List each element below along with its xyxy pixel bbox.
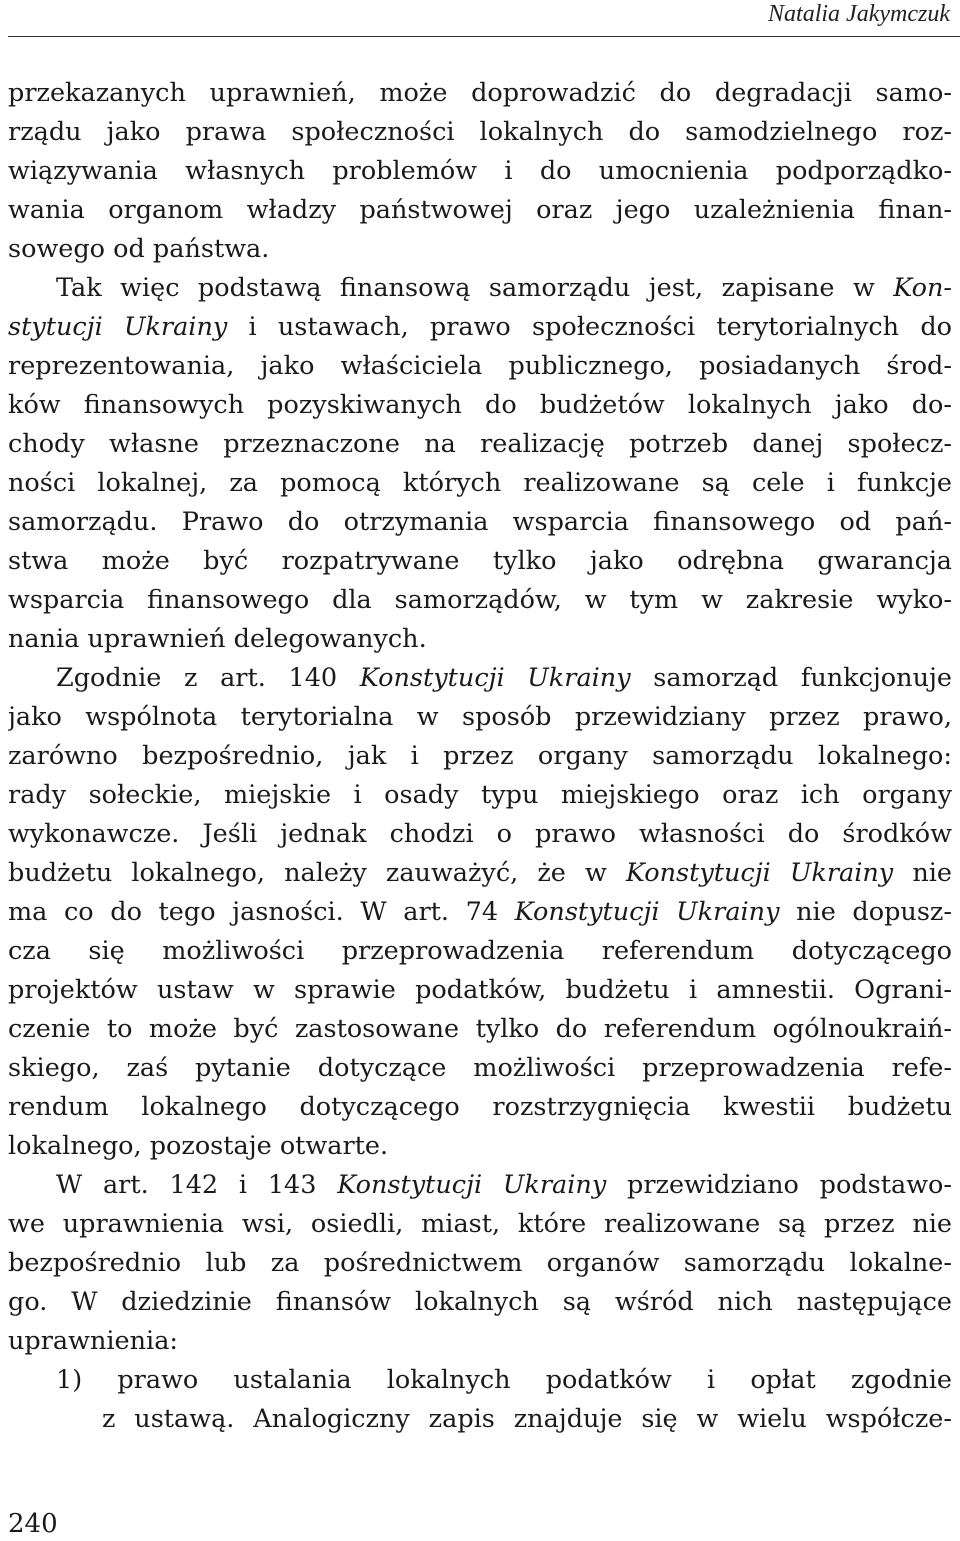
text-line	[8, 776, 952, 815]
text-run: wykonawcze. Jeśli jednak chodzi o prawo własności do środków	[8, 819, 952, 849]
text-run: lokalnego, pozostaje otwarte.	[8, 1131, 389, 1161]
text-run: go. W dziedzinie finansów lokalnych są wśród nich następujące	[8, 1287, 952, 1317]
text-line	[8, 1322, 952, 1361]
text-run: wsparcia finansowego dla samorządów, w tym w zakresie wyko-	[8, 585, 952, 615]
text-line	[8, 1166, 952, 1205]
text-run: Zgodnie z art. 140	[56, 663, 360, 693]
text-line	[8, 698, 952, 737]
text-run: z ustawą. Analogiczny zapis znajduje się w wielu współcze-	[102, 1404, 952, 1434]
text-line	[8, 1400, 952, 1439]
italic-text: Konstytucji Ukrainy	[359, 663, 631, 693]
text-line	[8, 347, 952, 386]
text-run: przewidziano podstawo-	[606, 1170, 952, 1200]
text-run: uprawnienia:	[8, 1326, 179, 1356]
text-run: W art. 142 i 143	[56, 1170, 338, 1200]
text-line	[8, 1205, 952, 1244]
text-line	[8, 815, 952, 854]
text-line	[8, 581, 952, 620]
text-run: 1) prawo ustalania lokalnych podatków i opłat zgodnie	[56, 1365, 952, 1395]
text-run: ma co do tego jasności. W art. 74	[8, 897, 515, 927]
text-line	[8, 1283, 952, 1322]
text-line	[8, 113, 952, 152]
text-run: nie dopusz-	[779, 897, 952, 927]
text-line	[8, 1088, 952, 1127]
text-run: i ustawach, prawo społeczności terytorialnych do	[227, 312, 952, 342]
italic-text: Konstytucji Ukrainy	[337, 1170, 607, 1200]
text-run: rendum lokalnego dotyczącego rozstrzygnięcia kwestii budżetu	[8, 1092, 952, 1122]
italic-text: Kon-	[893, 273, 952, 303]
text-run: nie	[893, 858, 952, 888]
text-line	[8, 1049, 952, 1088]
page-number: 240	[8, 1509, 58, 1539]
text-run: cza się możliwości przeprowadzenia referendum dotyczącego	[8, 936, 952, 966]
running-head-author: Natalia Jakymczuk	[768, 1, 950, 27]
text-run: wiązywania własnych problemów i do umocnienia podporządko-	[8, 156, 952, 186]
text-run: nania uprawnień delegowanych.	[8, 624, 427, 654]
text-run: rządu jako prawa społeczności lokalnych do samodzielnego roz-	[8, 117, 952, 147]
italic-text: Konstytucji Ukrainy	[625, 858, 894, 888]
text-line	[8, 932, 952, 971]
text-line	[8, 1244, 952, 1283]
text-line	[8, 464, 952, 503]
text-line	[8, 152, 952, 191]
text-run: skiego, zaś pytanie dotyczące możliwości przeprowadzenia refe-	[8, 1053, 952, 1083]
text-run: ności lokalnej, za pomocą których realizowane są cele i funkcje	[8, 468, 952, 498]
text-run: przekazanych uprawnień, może doprowadzić do degradacji samo-	[8, 78, 952, 108]
text-run: czenie to może być zastosowane tylko do referendum ogólnoukraiń-	[8, 1014, 952, 1044]
text-line	[8, 269, 952, 308]
text-run: projektów ustaw w sprawie podatków, budżetu i amnestii. Ograni-	[8, 975, 952, 1005]
italic-text: stytucji Ukrainy	[8, 312, 228, 342]
text-run: samorząd funkcjonuje	[630, 663, 952, 693]
text-run: we uprawnienia wsi, osiedli, miast, które realizowane są przez nie	[8, 1209, 952, 1239]
text-run: stwa może być rozpatrywane tylko jako odrębna gwarancja	[8, 546, 952, 576]
text-run: samorządu. Prawo do otrzymania wsparcia finansowego od pań-	[8, 507, 952, 537]
text-run: ków finansowych pozyskiwanych do budżetów lokalnych jako do-	[8, 390, 952, 420]
text-line	[8, 425, 952, 464]
text-line	[8, 1010, 952, 1049]
text-run: bezpośrednio lub za pośrednictwem organów samorządu lokalne-	[8, 1248, 952, 1278]
text-line	[8, 620, 952, 659]
text-run: Tak więc podstawą finansową samorządu jest, zapisane w	[56, 273, 894, 303]
body-text	[8, 74, 952, 1439]
text-line	[8, 737, 952, 776]
text-run: jako wspólnota terytorialna w sposób przewidziany przez prawo,	[8, 702, 952, 732]
text-line	[8, 971, 952, 1010]
text-line	[8, 1361, 952, 1400]
text-line	[8, 659, 952, 698]
text-line	[8, 503, 952, 542]
text-run: zarówno bezpośrednio, jak i przez organy samorządu lokalnego:	[8, 741, 952, 771]
text-run: chody własne przeznaczone na realizację potrzeb danej społecz-	[8, 429, 952, 459]
text-run: reprezentowania, jako właściciela publicznego, posiadanych środ-	[8, 351, 952, 381]
text-run: sowego od państwa.	[8, 234, 270, 264]
text-line	[8, 386, 952, 425]
text-run: budżetu lokalnego, należy zauważyć, że w	[8, 858, 626, 888]
text-line	[8, 230, 952, 269]
text-line	[8, 542, 952, 581]
text-line	[8, 74, 952, 113]
text-run: wania organom władzy państwowej oraz jego uzależnienia finan-	[8, 195, 952, 225]
header-rule	[8, 36, 960, 37]
text-line	[8, 1127, 952, 1166]
italic-text: Konstytucji Ukrainy	[514, 897, 780, 927]
text-run: rady sołeckie, miejskie i osady typu miejskiego oraz ich organy	[8, 780, 952, 810]
text-line	[8, 308, 952, 347]
text-line	[8, 191, 952, 230]
text-line	[8, 854, 952, 893]
text-line	[8, 893, 952, 932]
